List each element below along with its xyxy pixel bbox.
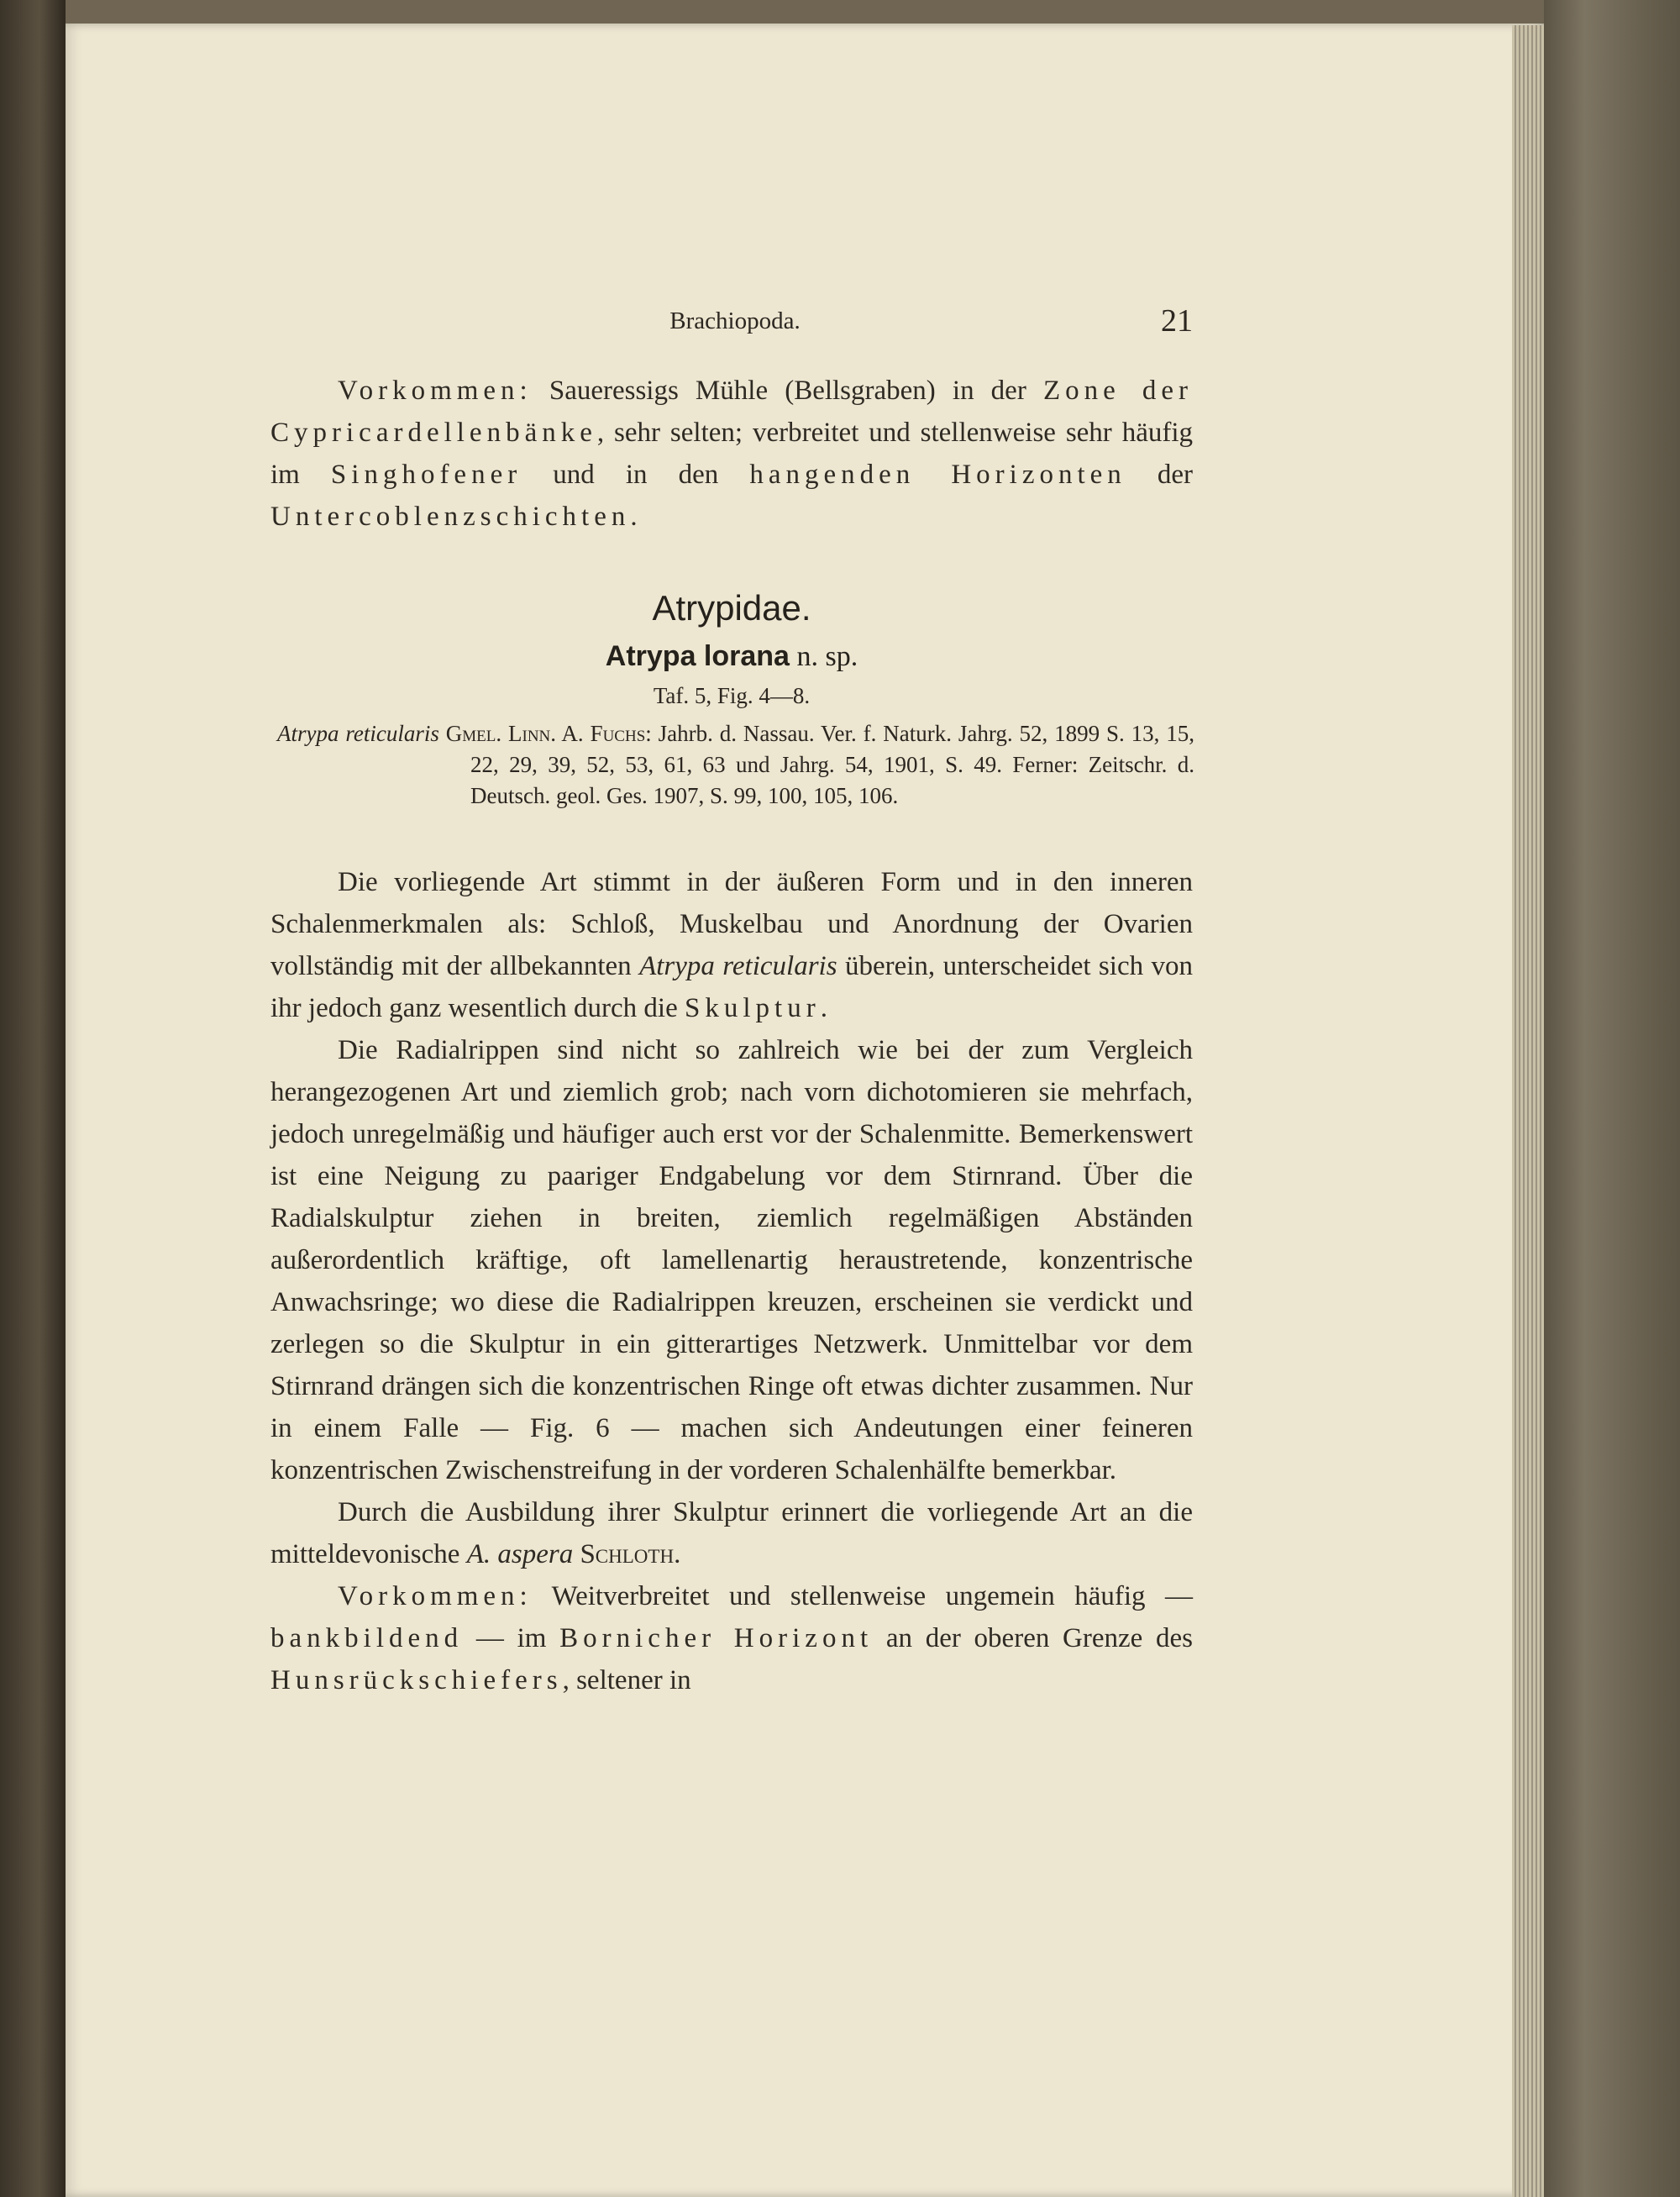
paragraph-4: Vorkommen: Weitverbreitet und stellenweise ungemein häufig — bankbildend — im Bornicher Horizont an der oberen Grenze des Hunsrückschiefers, seltener in (270, 1581, 1194, 1695)
plate-reference: Taf. 5, Fig. 4—8. (653, 683, 811, 708)
book-binding-left (0, 0, 66, 2197)
running-title: Brachiopoda. (669, 307, 801, 334)
vorkommen-label: Vorkommen: (338, 376, 533, 406)
zone-name: Zone der Cypricardellenbänke (270, 376, 1193, 448)
species-heading (270, 640, 1193, 673)
book-cover-right (1544, 0, 1680, 2197)
synonymy: Atrypa reticularis Gmel. Linn. A. Fuchs: Jahrb. d. Nassau. Ver. f. Naturk. Jahrg. 52, 1899 S. 13, 15, 22, 29, 39, 52, 53, 61, 63 und Jahrg. 54, 1901, S. 49. Ferner: Zeitschr. d. Deutsch. geol. Ges. 1907, S. 99, 100, 105, 106. (277, 721, 1195, 808)
paragraph-2: Die Radialrippen sind nicht so zahlreich wie bei der zum Vergleich herangezogenen Art und ziemlich grob; nach vorn dichotomieren sie mehrfach, jedoch unregelmäßig und häufiger auch erst vor der Schalenmitte. Bemerkenswert ist eine Neigung zu paariger Endgabelung vor dem Stirnrand. Über die Radialskulptur ziehen in breiten, ziemlich regelmäßigen Abständen außerordentlich kräftige, oft lamellenartig heraustretende, konzentrische Anwachsringe; wo diese die Radialrippen kreuzen, erscheinen sie verdickt und zerlegen so die Skulptur in ein gitterartiges Netzwerk. Unmittelbar vor dem Stirnrand drängen sich die konzentrischen Ringe oft etwas dichter zusammen. Nur in einem Falle — Fig. 6 — machen sich Andeutungen einer feineren konzentrischen Zwischenstreifung in der vorderen Schalenhälfte bemerkbar. (270, 1035, 1193, 1485)
page-number: 21 (1161, 303, 1193, 339)
paragraph-1: Die vorliegende Art stimmt in der äußeren Form und in den inneren Schalenmerkmalen als: Schloß, Muskelbau und Anordnung der Ovarien vollständig mit der allbekannten Atrypa reticularis überein, unterscheidet sich von ihr jedoch ganz wesentlich durch die Skulptur. (270, 867, 1194, 1023)
intro-paragraph: Vorkommen: Saueressigs Mühle (Bellsgraben) in der Zone der Cypricardellenbänke, sehr selten; verbreitet und stellenweise sehr häufig im Singhofener und in den hangenden Horizonten der Untercoblenzschichten. (270, 376, 1194, 532)
page-edges (1512, 25, 1544, 2197)
vorkommen-label-2: Vorkommen: (338, 1581, 533, 1611)
paragraph-3: Durch die Ausbildung ihrer Skulptur erinnert die vorliegende Art an die mitteldevonische A. aspera Schloth. (270, 1497, 1193, 1569)
page-header (277, 302, 1193, 344)
family-heading: Atrypidae. (652, 588, 811, 628)
synonym-name: Atrypa reticularis (277, 721, 439, 746)
body-text (270, 861, 1193, 1701)
species-name: Atrypa lorana (605, 640, 790, 672)
species-suffix: n. sp. (796, 641, 858, 672)
intro-section (270, 370, 1193, 538)
